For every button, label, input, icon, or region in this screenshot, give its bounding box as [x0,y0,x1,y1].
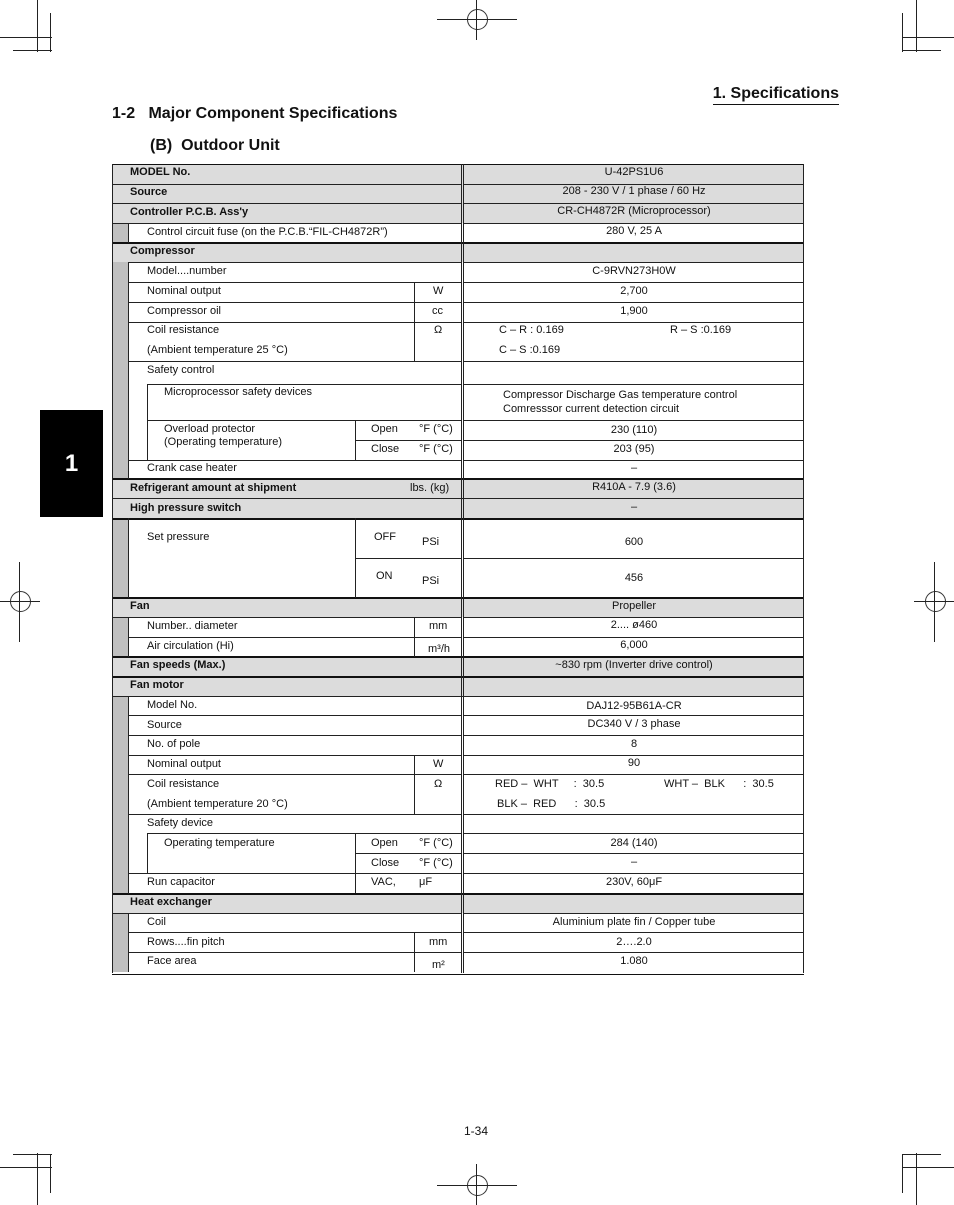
fm-coil-unit: Ω [434,778,443,790]
coil-label: Coil [147,916,166,928]
fm-model-label: Model No. [147,699,198,711]
run-cap-unit1: VAC, [371,876,396,888]
air-label: Air circulation (Hi) [147,640,234,652]
comp-model-value: C-9RVN273H0W [592,265,676,277]
fuse-label: Control circuit fuse (on the P.C.B.“FIL-CH4872R”) [147,226,388,238]
controller-value: CR-CH4872R (Microprocessor) [557,205,711,217]
fm-pole-value: 8 [630,738,638,750]
fm-safety-label: Safety device [147,817,214,829]
fm-close-value: – [630,856,638,868]
comp-model-label: Model....number [147,265,227,277]
fan-number-label: Number.. diameter [147,620,238,632]
overload-open-label: Open [371,423,398,435]
overload-close-label: Close [371,443,400,455]
run-cap-value: 230V, 60μF [605,876,663,888]
model-no-label: MODEL No. [130,166,191,178]
fm-optemp-label: Operating temperature [164,837,275,849]
set-pressure-label: Set pressure [147,531,210,543]
rows-unit: mm [429,936,448,948]
air-unit: m³/h [428,643,450,655]
hex-label: Heat exchanger [130,896,212,908]
hps-value: – [630,501,638,513]
coil-value: Aluminium plate fin / Copper tube [552,916,716,928]
crank-label: Crank case heater [147,462,237,474]
fm-coil-label: Coil resistance [147,778,220,790]
off-value: 600 [624,536,644,548]
fan-value: Propeller [611,600,657,612]
source-value: 208 - 230 V / 1 phase / 60 Hz [562,185,706,197]
fan-label: Fan [130,600,150,612]
controller-label: Controller P.C.B. Ass'y [130,206,249,218]
safety-control-label: Safety control [147,364,215,376]
comp-coil-rs: R – S :0.169 [670,324,732,336]
comp-oil-unit: cc [432,305,443,317]
comp-oil-value: 1,900 [620,305,648,317]
fan-number-unit: mm [429,620,448,632]
fan-speeds-value: ~830 rpm (Inverter drive control) [555,659,713,671]
on-value: 456 [624,572,644,584]
face-label: Face area [147,955,197,967]
comp-oil-label: Compressor oil [147,305,221,317]
comp-nominal-unit: W [433,285,444,297]
comp-coil-cs: C – S :0.169 [499,344,561,356]
comp-coil-cr: C – R : 0.169 [499,324,564,336]
comp-nominal-value: 2,700 [620,285,648,297]
compressor-label: Compressor [130,245,195,257]
overload-open-value: 230 (110) [610,424,658,436]
fm-open-unit: °F (°C) [419,837,453,849]
fan-motor-label: Fan motor [130,679,184,691]
comp-nominal-label: Nominal output [147,285,221,297]
face-unit: m² [432,959,445,971]
crank-value: – [630,462,638,474]
run-cap-unit2: μF [419,876,433,888]
micro-safety-label: Microprocessor safety devices [164,386,312,398]
fuse-value: 280 V, 25 A [606,225,662,237]
hps-label: High pressure switch [130,502,242,514]
off-unit: PSi [422,536,440,548]
off-label: OFF [374,531,396,543]
refrigerant-label: Refrigerant amount at shipment [130,482,297,494]
fm-close-unit: °F (°C) [419,857,453,869]
face-value: 1.080 [620,955,648,967]
overload-close-unit: °F (°C) [419,443,453,455]
overload-open-unit: °F (°C) [419,423,453,435]
on-label: ON [376,570,393,582]
source-label: Source [130,186,168,198]
fm-coil-red-wht: RED – WHT : 30.5 [495,778,605,790]
model-no-value: U-42PS1U6 [604,166,664,178]
subsection-title: 1-2 Major Component Specifications [112,105,398,122]
refrigerant-unit: lbs. (kg) [410,482,450,494]
rows-value: 2….2.0 [616,936,652,948]
fm-nominal-unit: W [433,758,444,770]
on-unit: PSi [422,575,440,587]
micro-safety-value-1: Compressor Discharge Gas temperature control [503,389,738,401]
comp-coil-sub: (Ambient temperature 25 °C) [147,344,288,356]
overload-sub: (Operating temperature) [164,436,282,448]
fm-model-value: DAJ12-95B61A-CR [586,700,682,712]
fm-source-value: DC340 V / 3 phase [587,718,681,730]
fan-number-value: 2.... ø460 [610,619,658,631]
fm-nominal-value: 90 [627,757,641,769]
air-value: 6,000 [620,639,648,651]
fm-open-value: 284 (140) [610,837,658,849]
fm-close-label: Close [371,857,400,869]
section-title: 1. Specifications [713,85,839,105]
chapter-tab: 1 [40,410,103,517]
micro-safety-value-2: Comresssor current detection circuit [503,403,680,415]
fm-coil-sub: (Ambient temperature 20 °C) [147,798,288,810]
comp-coil-label: Coil resistance [147,324,220,336]
page-number: 1-34 [464,1124,489,1138]
fm-coil-wht-blk: WHT – BLK : 30.5 [664,778,774,790]
fan-speeds-label: Fan speeds (Max.) [130,659,226,671]
overload-label: Overload protector [164,423,256,435]
rows-label: Rows....fin pitch [147,936,225,948]
unit-title: (B) Outdoor Unit [150,137,280,154]
fm-open-label: Open [371,837,398,849]
overload-close-value: 203 (95) [613,443,655,455]
fm-nominal-label: Nominal output [147,758,221,770]
fm-source-label: Source [147,719,182,731]
comp-coil-unit: Ω [434,324,443,336]
run-cap-label: Run capacitor [147,876,215,888]
fm-coil-blk-red: BLK – RED : 30.5 [497,798,606,810]
fm-pole-label: No. of pole [147,738,201,750]
refrigerant-value: R410A - 7.9 (3.6) [592,481,676,493]
